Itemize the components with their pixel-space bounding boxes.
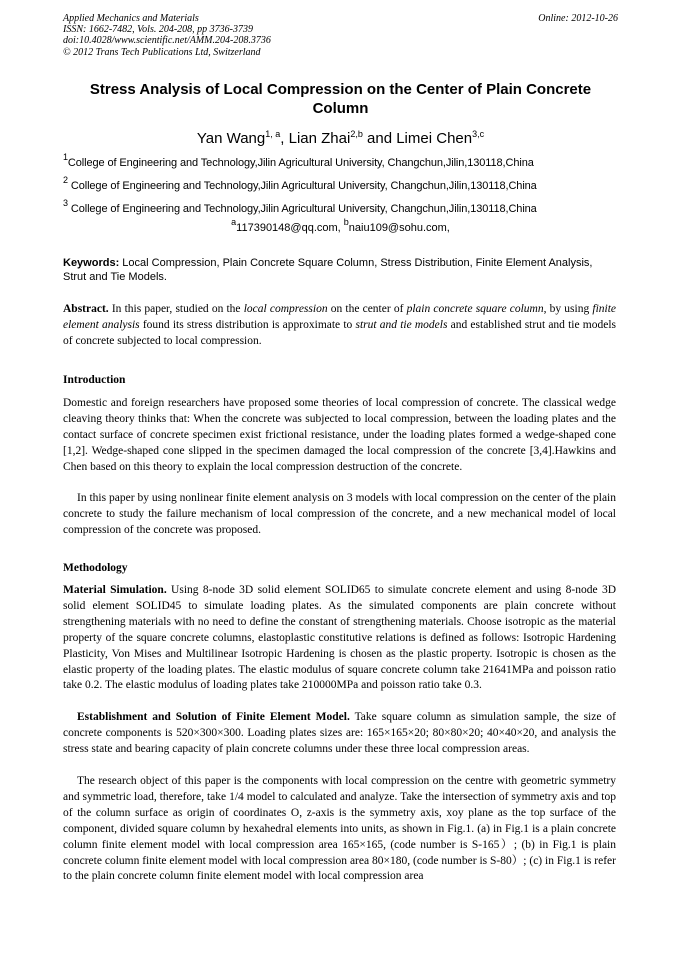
email-address: naiu109@sohu.com,	[348, 222, 450, 234]
author-name: Lian Zhai	[288, 130, 351, 147]
affiliation-number: 2	[63, 175, 68, 185]
abstract	[63, 302, 616, 350]
affiliation-text: College of Engineering and Technology,Jilin Agricultural University, Changchun,Jilin,130118,China	[67, 180, 537, 192]
author-name: Yan Wang	[196, 130, 266, 147]
methodology-paragraph	[63, 583, 616, 694]
author-superscript: 1, a	[265, 129, 281, 139]
paper-title: Stress Analysis of Local Compression on the Center of Plain Concrete Column	[89, 81, 592, 117]
author-superscript: 3,c	[472, 129, 485, 139]
journal-name: Applied Mechanics and Materials	[63, 13, 199, 24]
email-superscript: b	[343, 217, 349, 227]
keywords-text: Local Compression, Plain Concrete Square Column, Stress Distribution, Finite Element Analysis, Strut and Tie Models.	[63, 257, 593, 283]
author-superscript: 2,b	[350, 129, 363, 139]
header-metadata	[63, 13, 618, 58]
abstract-text: found its stress distribution is approximate to	[139, 318, 356, 331]
paragraph-text: Take square column as simulation sample, the size of concrete components is 520×300×300. Loading plates sizes are: 165×165×20; 80×80×20; 40×40×20, and analysis the stress state and bearing capacity of plain concrete columns under these three local compression areas.	[63, 711, 616, 755]
author-name: Limei Chen	[396, 130, 473, 147]
paragraph-lead: Establishment and Solution of Finite Element Model.	[77, 711, 350, 723]
methodology-paragraph	[63, 710, 616, 758]
abstract-emphasis: strut and tie models	[355, 318, 448, 331]
abstract-label: Abstract.	[63, 303, 109, 315]
keywords-label: Keywords:	[63, 257, 120, 269]
author-list	[63, 130, 618, 148]
abstract-text: and established strut and tie models of concrete subjected to local compression.	[63, 318, 617, 347]
affiliation-text: College of Engineering and Technology,Jilin Agricultural University, Changchun,Jilin,130118,China	[67, 157, 534, 169]
section-heading-methodology: Methodology	[63, 562, 128, 574]
email-address: 117390148@qq.com,	[236, 222, 344, 234]
doi-line: doi:10.4028/www.scientific.net/AMM.204-208.3736	[63, 35, 271, 47]
affiliation	[63, 198, 623, 216]
introduction-paragraph: In this paper by using nonlinear finite element analysis on 3 models with local compression on the center of the plain concrete to study the failure mechanism of local compression of the concrete, and a new mechanical model of local compression of the concrete was proposed.	[63, 492, 616, 536]
paragraph-text: Using 8-node 3D solid element SOLID65 to simulate concrete element and using 8-node 3D solid element SOLID45 to simulate loading plates. As the simulated components are plain concrete without strengthening materials with no need to define the constant of strengthening materials. Choose isotropic as the material property of the square concrete columns, elastoplastic constitutive relations is defined as follows: Isotropic Hardening Plasticity, Von Mises and Multilinear Isotropic Hardening is chosen as the plastic property. Isotropic is chosen as the elastic property of the loading plates. The elastic modulus of square concrete column take 21641MPa and poisson ratio take 0.2. The elastic modulus of loading plates take 210000MPa and poisson ratio take 0.3.	[63, 584, 616, 692]
affiliation-number: 3	[63, 198, 68, 208]
keywords	[63, 256, 618, 284]
abstract-text: on the center of	[327, 303, 407, 315]
affiliation	[63, 175, 623, 193]
author-separator: and	[362, 130, 397, 147]
abstract-emphasis: local compression	[243, 303, 328, 315]
issn-line: ISSN: 1662-7482, Vols. 204-208, pp 3736-3739	[63, 24, 253, 36]
section-heading-introduction: Introduction	[63, 374, 126, 386]
abstract-text: , by using	[543, 303, 593, 315]
affiliation-text: College of Engineering and Technology,Jilin Agricultural University, Changchun,Jilin,130118,China	[67, 203, 537, 215]
abstract-text: In this paper, studied on the	[108, 303, 244, 315]
introduction-paragraph: Domestic and foreign researchers have proposed some theories of local compression of concrete. The classical wedge cleaving theory thinks that: When the concrete was subjected to local compression, between the loading plates and the contact surface of concrete specimen exist frictional resistance, under the loading plates formed a wedge-shaped cone [1,2]. Wedge-shaped cone slipped in the specimen damaged the local compression of the concrete [3,4].Hawkins and Chen based on this theory to explain the local compression destruction of the concrete.	[63, 397, 616, 473]
copyright-line: © 2012 Trans Tech Publications Ltd, Switzerland	[63, 46, 261, 58]
methodology-paragraph: The research object of this paper is the components with local compression on the centre with geometric symmetry and symmetric load, therefore, take 1/4 model to calculated and analyze. Take the intersection of symmetry axis and top of the column surface as origin of coordinates O, z-axis is the symmetry axis, xoy plane as the top surface of the component, divided square column by hexahedral elements into units, as shown in Fig.1. (a) in Fig.1 is a plain concrete column finite element model with local compression area 165×165, (code number is S-165）; (b) in Fig.1 is plain concrete column finite element model with local compression area 80×180, (code number is S-80）; (c) in Fig.1 is refer to the plain concrete column finite element model with local compression area	[63, 775, 616, 883]
author-emails	[63, 217, 618, 235]
online-date: Online: 2012-10-26	[538, 13, 618, 24]
affiliation-number: 1	[63, 152, 68, 162]
paragraph-lead: Material Simulation.	[63, 584, 167, 596]
email-superscript: a	[231, 217, 237, 227]
abstract-emphasis: plain concrete square column	[406, 303, 544, 315]
abstract-emphasis: finite element analysis	[63, 303, 617, 331]
affiliation	[63, 152, 623, 170]
author-separator: ,	[280, 130, 289, 147]
